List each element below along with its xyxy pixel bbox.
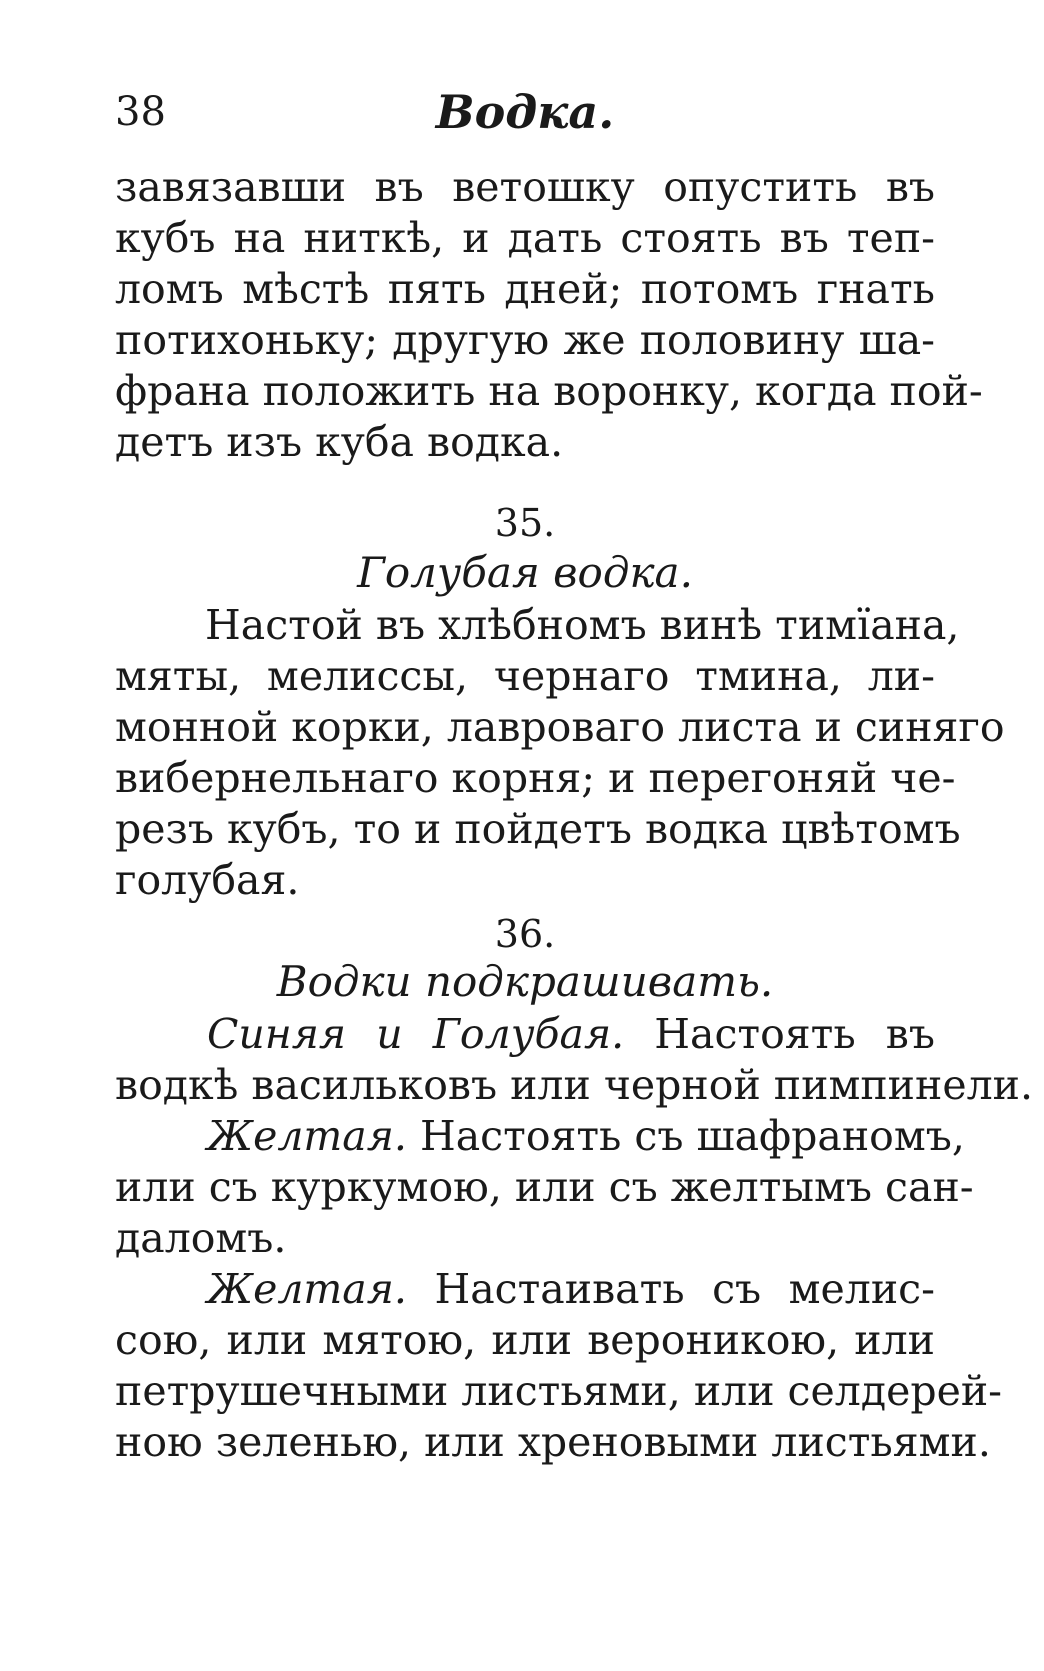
text-line: голубая.: [115, 856, 300, 904]
text-line: мяты, мелиссы, чернаго тмина, ли-: [115, 652, 935, 700]
text-line: кубъ на ниткѣ, и дать стоять въ теп-: [115, 214, 935, 262]
text-line: монной корки, лавроваго листа и синяго: [115, 703, 1005, 751]
variant-label: Синяя и Голубая.: [207, 1010, 625, 1058]
recipe-title: Водки подкрашивать.: [276, 957, 774, 1006]
text-line: водкѣ васильковъ или черной пимпинели.: [115, 1061, 1033, 1109]
text-run: Настоять съ шафраномъ,: [419, 1112, 965, 1160]
text-line: или съ куркумою, или съ желтымъ сан-: [115, 1163, 974, 1211]
text-line: детъ изъ куба водка.: [115, 418, 564, 466]
text-line: ломъ мѣстѣ пять дней; потомъ гнать: [115, 265, 935, 313]
variant-label: Желтая.: [207, 1265, 407, 1313]
text-line: Настой въ хлѣбномъ винѣ тимїана,: [205, 601, 960, 649]
text-line: франа положить на воронку, когда пой-: [115, 367, 983, 415]
text-line: потихоньку; другую же половину ша-: [115, 316, 935, 364]
paragraph-first-line: [115, 1109, 965, 1163]
running-head: [115, 82, 935, 142]
text-run: Настаивать съ мелис-: [434, 1265, 935, 1313]
page-number: 38: [115, 89, 166, 135]
text-line: сою, или мятою, или вероникою, или: [115, 1316, 935, 1364]
text-line: ною зеленью, или хреновыми листьями.: [115, 1418, 991, 1466]
paragraph-first-line: [115, 1007, 935, 1061]
paragraph-first-line: [115, 1262, 935, 1316]
text-line: вибернельнаго корня; и перегоняй че-: [115, 754, 956, 802]
recipe-number: 36.: [494, 912, 556, 956]
text-line: резъ кубъ, то и пойдетъ водка цвѣтомъ: [115, 805, 961, 853]
recipe-number: 35.: [494, 501, 556, 545]
running-title: Водка.: [435, 85, 615, 139]
variant-label: Желтая.: [207, 1112, 407, 1160]
text-run: Настоять въ: [654, 1010, 935, 1058]
recipe-title: Голубая водка.: [357, 548, 693, 597]
text-line: петрушечными листьями, или селдерей-: [115, 1367, 1003, 1415]
text-line: даломъ.: [115, 1214, 287, 1262]
text-line: завязавши въ ветошку опустить въ: [115, 163, 935, 211]
